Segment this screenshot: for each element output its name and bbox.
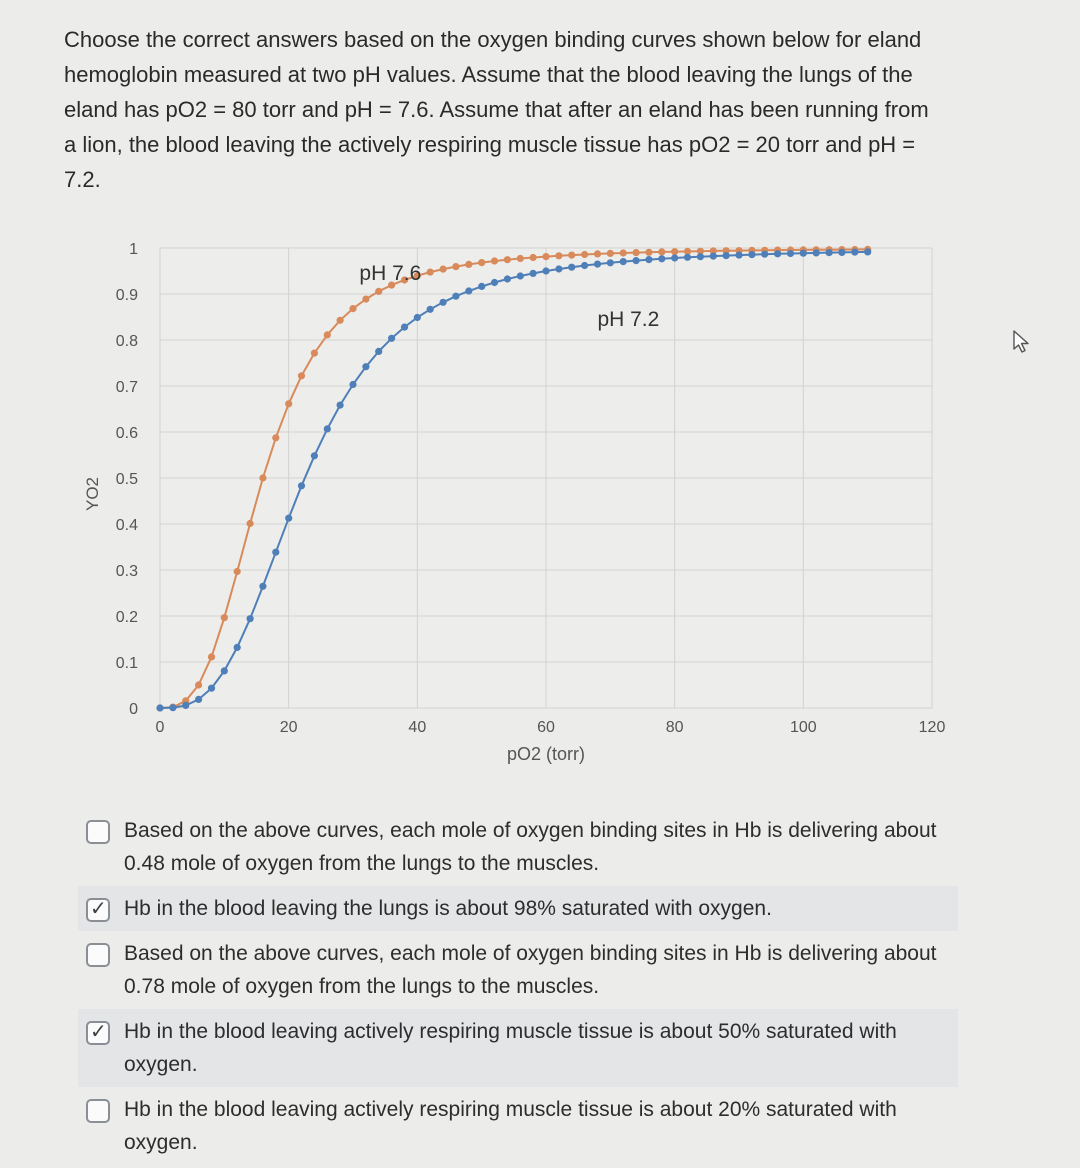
data-point — [800, 250, 807, 257]
data-point — [298, 372, 305, 379]
data-point — [311, 350, 318, 357]
answer-options — [78, 808, 958, 1165]
y-tick-label: 0.1 — [115, 655, 138, 672]
data-point — [735, 252, 742, 259]
y-tick-label: 0.6 — [115, 425, 138, 442]
data-point — [349, 381, 356, 388]
data-point — [452, 263, 459, 270]
data-point — [440, 266, 447, 273]
answer-checkbox[interactable] — [86, 1099, 110, 1123]
checkmark-icon: ✓ — [90, 1019, 107, 1043]
data-point — [826, 249, 833, 256]
y-tick-label: 0.2 — [115, 609, 138, 626]
curve-label: pH 7.2 — [597, 308, 660, 332]
data-point — [337, 402, 344, 409]
data-point — [633, 257, 640, 264]
data-point — [568, 252, 575, 259]
answer-option[interactable] — [78, 931, 958, 1009]
data-point — [362, 363, 369, 370]
data-point — [259, 583, 266, 590]
data-point — [388, 335, 395, 342]
x-tick-label: 20 — [279, 719, 298, 736]
chart-grid — [160, 248, 932, 708]
data-point — [542, 267, 549, 274]
curve-label: pH 7.6 — [359, 262, 422, 286]
data-point — [517, 272, 524, 279]
data-point — [156, 704, 163, 711]
cursor-icon — [1012, 330, 1032, 354]
data-point — [324, 425, 331, 432]
data-point — [195, 696, 202, 703]
x-axis-label: pO2 (torr) — [506, 744, 586, 764]
answer-checkbox[interactable] — [86, 820, 110, 844]
y-axis-label: YO2 — [83, 476, 102, 512]
data-point — [285, 515, 292, 522]
data-point — [851, 249, 858, 256]
data-point — [234, 644, 241, 651]
data-point — [401, 324, 408, 331]
answer-option-text: Based on the above curves, each mole of oxygen binding sites in Hb is delivering about 0.48 mole of oxygen from the lungs to the muscles. — [124, 819, 937, 875]
data-point — [272, 549, 279, 556]
x-tick-label: 60 — [537, 719, 555, 736]
data-point — [671, 248, 678, 255]
data-point — [478, 259, 485, 266]
data-point — [375, 348, 382, 355]
data-point — [440, 299, 447, 306]
data-point — [337, 317, 344, 324]
data-point — [234, 568, 241, 575]
data-point — [658, 255, 665, 262]
oxygen-binding-chart — [60, 222, 960, 782]
data-point — [375, 288, 382, 295]
data-point — [633, 249, 640, 256]
data-point — [761, 251, 768, 258]
y-tick-label: 0.3 — [115, 563, 138, 580]
data-point — [311, 452, 318, 459]
checkmark-icon: ✓ — [90, 896, 107, 920]
data-point — [491, 257, 498, 264]
data-point — [581, 251, 588, 258]
answer-option-text: Based on the above curves, each mole of oxygen binding sites in Hb is delivering about 0.78 mole of oxygen from the lungs to the muscles. — [124, 942, 937, 998]
x-tick-label: 0 — [155, 719, 165, 736]
answer-option[interactable] — [78, 808, 958, 886]
data-point — [259, 474, 266, 481]
y-tick-label: 0 — [129, 701, 138, 718]
data-point — [542, 253, 549, 260]
data-point — [555, 252, 562, 259]
y-tick-label: 0.9 — [115, 287, 138, 304]
data-point — [362, 296, 369, 303]
y-tick-label: 0.8 — [115, 333, 138, 350]
answer-option-text: Hb in the blood leaving the lungs is about 98% saturated with oxygen. — [124, 897, 772, 920]
data-point — [594, 261, 601, 268]
data-point — [555, 265, 562, 272]
data-point — [285, 400, 292, 407]
answer-checkbox[interactable] — [86, 898, 110, 922]
answer-checkbox[interactable] — [86, 943, 110, 967]
data-point — [208, 653, 215, 660]
data-point — [517, 255, 524, 262]
data-point — [169, 704, 176, 711]
data-point — [568, 264, 575, 271]
data-point — [324, 331, 331, 338]
data-point — [530, 270, 537, 277]
data-point — [427, 306, 434, 313]
data-point — [478, 283, 485, 290]
answer-checkbox[interactable] — [86, 1021, 110, 1045]
x-tick-label: 100 — [789, 719, 817, 736]
x-tick-label: 40 — [408, 719, 427, 736]
data-point — [594, 250, 601, 257]
answer-option[interactable] — [78, 1087, 958, 1165]
data-point — [414, 314, 421, 321]
data-point — [247, 520, 254, 527]
data-point — [182, 702, 189, 709]
data-point — [671, 254, 678, 261]
data-point — [221, 614, 228, 621]
data-point — [491, 279, 498, 286]
data-point — [684, 254, 691, 261]
data-point — [452, 293, 459, 300]
data-point — [195, 681, 202, 688]
data-point — [813, 249, 820, 256]
data-point — [247, 615, 254, 622]
data-point — [581, 262, 588, 269]
data-point — [620, 258, 627, 265]
answer-option-text: Hb in the blood leaving actively respiring muscle tissue is about 50% saturated with oxygen. — [124, 1020, 897, 1076]
data-point — [723, 252, 730, 259]
data-point — [208, 685, 215, 692]
data-point — [607, 259, 614, 266]
data-point — [221, 667, 228, 674]
answer-option[interactable] — [78, 886, 958, 931]
y-tick-label: 0.7 — [115, 379, 138, 396]
question-text: Choose the correct answers based on the oxygen binding curves shown below for eland hemoglobin measured at two pH values. Assume that the blood leaving the lungs of the eland has pO2 = 80 torr and pH = 7.6. Assume that after an eland has been running from a lion, the blood leaving the actively respiring muscle tissue has pO2 = 20 torr and pH = 7.2. — [64, 27, 929, 192]
x-tick-label: 80 — [665, 719, 684, 736]
data-point — [838, 249, 845, 256]
data-point — [658, 248, 665, 255]
data-point — [697, 253, 704, 260]
data-point — [504, 275, 511, 282]
y-tick-label: 0.4 — [115, 517, 138, 534]
data-point — [620, 249, 627, 256]
data-point — [748, 251, 755, 258]
answer-option[interactable] — [78, 1009, 958, 1087]
data-point — [645, 256, 652, 263]
data-point — [465, 287, 472, 294]
data-point — [864, 248, 871, 255]
data-point — [504, 256, 511, 263]
data-point — [645, 249, 652, 256]
data-point — [607, 250, 614, 257]
x-tick-label: 120 — [918, 719, 946, 736]
data-point — [710, 253, 717, 260]
answer-option-text: Hb in the blood leaving actively respiring muscle tissue is about 20% saturated with oxygen. — [124, 1098, 897, 1154]
data-point — [530, 254, 537, 261]
data-point — [787, 250, 794, 257]
data-point — [465, 261, 472, 268]
data-point — [774, 250, 781, 257]
data-point — [349, 305, 356, 312]
data-point — [427, 269, 434, 276]
data-point — [298, 482, 305, 489]
y-tick-label: 1 — [129, 241, 138, 258]
data-point — [272, 434, 279, 441]
y-tick-label: 0.5 — [115, 471, 138, 488]
